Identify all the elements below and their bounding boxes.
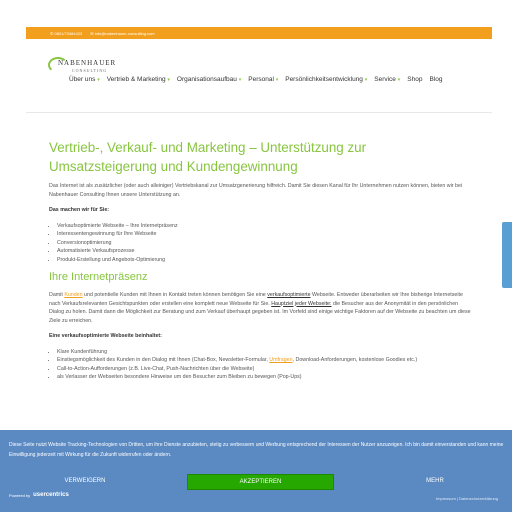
nav-item-persoenlichkeitsentwicklung[interactable]: Persönlichkeitsentwicklung ▾	[285, 76, 368, 83]
usercentrics-logo[interactable]: usercentrics	[33, 492, 69, 498]
logo-name: NABENHAUER	[58, 59, 117, 67]
logo-sub: CONSULTING	[72, 68, 108, 73]
chevron-down-icon: ▾	[167, 77, 170, 83]
list-item: • Interessentengewinnung für Ihre Webseite	[57, 230, 473, 239]
kunden-link[interactable]: Kunden	[64, 292, 83, 298]
chevron-down-icon: ▾	[397, 77, 401, 83]
list-item: • Call-to-Action-Aufforderungen (z.B. Live-Chat, Push-Nachrichten über die Webseite)	[57, 365, 473, 374]
site-header	[26, 40, 492, 90]
offer-heading: Das machen wir für Sie:	[49, 207, 110, 213]
email-link[interactable]: ✉ info@nabenhauer-consulting.com	[90, 30, 155, 36]
nav-item-blog[interactable]: Blog	[429, 76, 443, 83]
chevron-down-icon: ▾	[364, 77, 368, 83]
nav-item-personal[interactable]: Personal ▾	[248, 76, 279, 83]
list-item: • Conversionoptimierung	[57, 239, 473, 248]
umfragen-link[interactable]: Umfragen	[269, 357, 293, 363]
top-contact-bar	[26, 27, 492, 39]
cookie-consent-banner	[0, 430, 512, 512]
main-content	[49, 138, 473, 388]
chevron-down-icon: ▾	[97, 77, 100, 83]
consent-text: Diese Seite nutzt Website Tracking-Technologien von Dritten, um ihre Dienste anzubieten, stetig zu verbessern und Werbung entsprechend der Interessen der Nutzer anzuzeigen. Ich bin damit einverstanden und kann meine Einwilligung jederzeit mit Wirkung für die Zukunft widerrufen oder ändern.	[9, 442, 504, 458]
hauptziel-link[interactable]: Hauptziel jeder Webseite:	[271, 300, 332, 307]
list-item: • Verkaufsoptimierte Webseite – Ihre Internetpräsenz	[57, 222, 473, 231]
feedback-side-tab[interactable]	[502, 222, 512, 288]
list-item: • Klare Kundenführung	[57, 348, 473, 357]
logo[interactable]	[48, 59, 123, 75]
section-subtitle: Ihre Internetpräsenz	[49, 271, 148, 283]
nav-item-vertrieb-marketing[interactable]: Vertrieb & Marketing ▾	[106, 76, 170, 83]
page-title: Vertrieb-, Verkauf- und Marketing – Unterstützung zur Umsatzsteigerung und Kundengewinnung	[49, 140, 367, 174]
nav-item-organisationsaufbau[interactable]: Organisationsaufbau ▾	[176, 76, 242, 83]
phone-link[interactable]: ✆ 0801/73484423	[50, 30, 83, 36]
nav-item-ueber-uns[interactable]: Über uns ▾	[69, 76, 100, 83]
nav-item-shop[interactable]: Shop	[407, 76, 423, 83]
deny-button[interactable]: VERWEIGERN	[64, 478, 106, 484]
accept-button[interactable]: AKZEPTIEREN	[187, 474, 334, 490]
powered-by-label: Powered by	[9, 492, 31, 498]
webseite-heading: Eine verkaufsoptimierte Webseite beinhaltet:	[49, 333, 162, 339]
chevron-down-icon: ▾	[275, 77, 279, 83]
main-nav	[69, 76, 442, 83]
intro-paragraph: Das Internet ist als zusätzlicher (oder auch alleiniger) Vertriebskanal zur Umsatzgenerierung hilfreich. Damit Sie diesen Kanal für Ihr Unternehmen nutzen können, bieten wir bei Nabenhauer Consulting Ihnen unsere Unterstützung an.	[49, 183, 463, 198]
header-divider	[26, 112, 492, 113]
internetpraesenz-paragraph: Damit Kunden und potentielle Kunden mit Ihnen in Kontakt treten können benötigen Sie eine verkaufsoptimierte Webseite. Entweder überarbeiten wir Ihre bisherige Internetseite nach Verkaufsrelevanten Gesichtspunkten oder erstellen eine komplett neue Webseite für Sie. Hauptziel jeder Webseite: die Besucher aus der Anonymität in den persönlichen Dialog zu holen. Damit dann die Möglichkeit zur Beratung und zum Verkauf überhaupt gegeben ist. Im Vorfeld sind einige wichtige Faktoren auf der Webseite zu beachten um diese Ziele zu erreichen.	[49, 292, 471, 324]
legal-links[interactable]: Impressum | Datenschutzerklärung	[436, 496, 498, 501]
list-item: • als Verlasser der Webseiten besondere Hinweise um den Besucher zum Bleiben zu bewegen (Pop-Ups)	[57, 373, 473, 382]
list-item: • Automatisierte Verkaufsprozesse	[57, 247, 473, 256]
list-item: • Produkt-Erstellung und Angebots-Optimierung	[57, 256, 473, 265]
webseite-list	[49, 348, 473, 382]
nav-item-service[interactable]: Service ▾	[374, 76, 401, 83]
powered-by	[9, 492, 69, 498]
chevron-down-icon: ▾	[238, 77, 242, 83]
list-item: • Einstiegsmöglichkeit des Kunden in den Dialog mit Ihnen (Chat-Box, Newsletter-Formular, Umfragen, Download-Anforderungen, kostenlose Goodies etc.)	[57, 356, 473, 365]
offer-list	[49, 222, 473, 265]
verkaufsoptimierte-link[interactable]: verkaufsoptimierte	[267, 292, 311, 298]
more-button[interactable]: MEHR	[426, 478, 444, 484]
